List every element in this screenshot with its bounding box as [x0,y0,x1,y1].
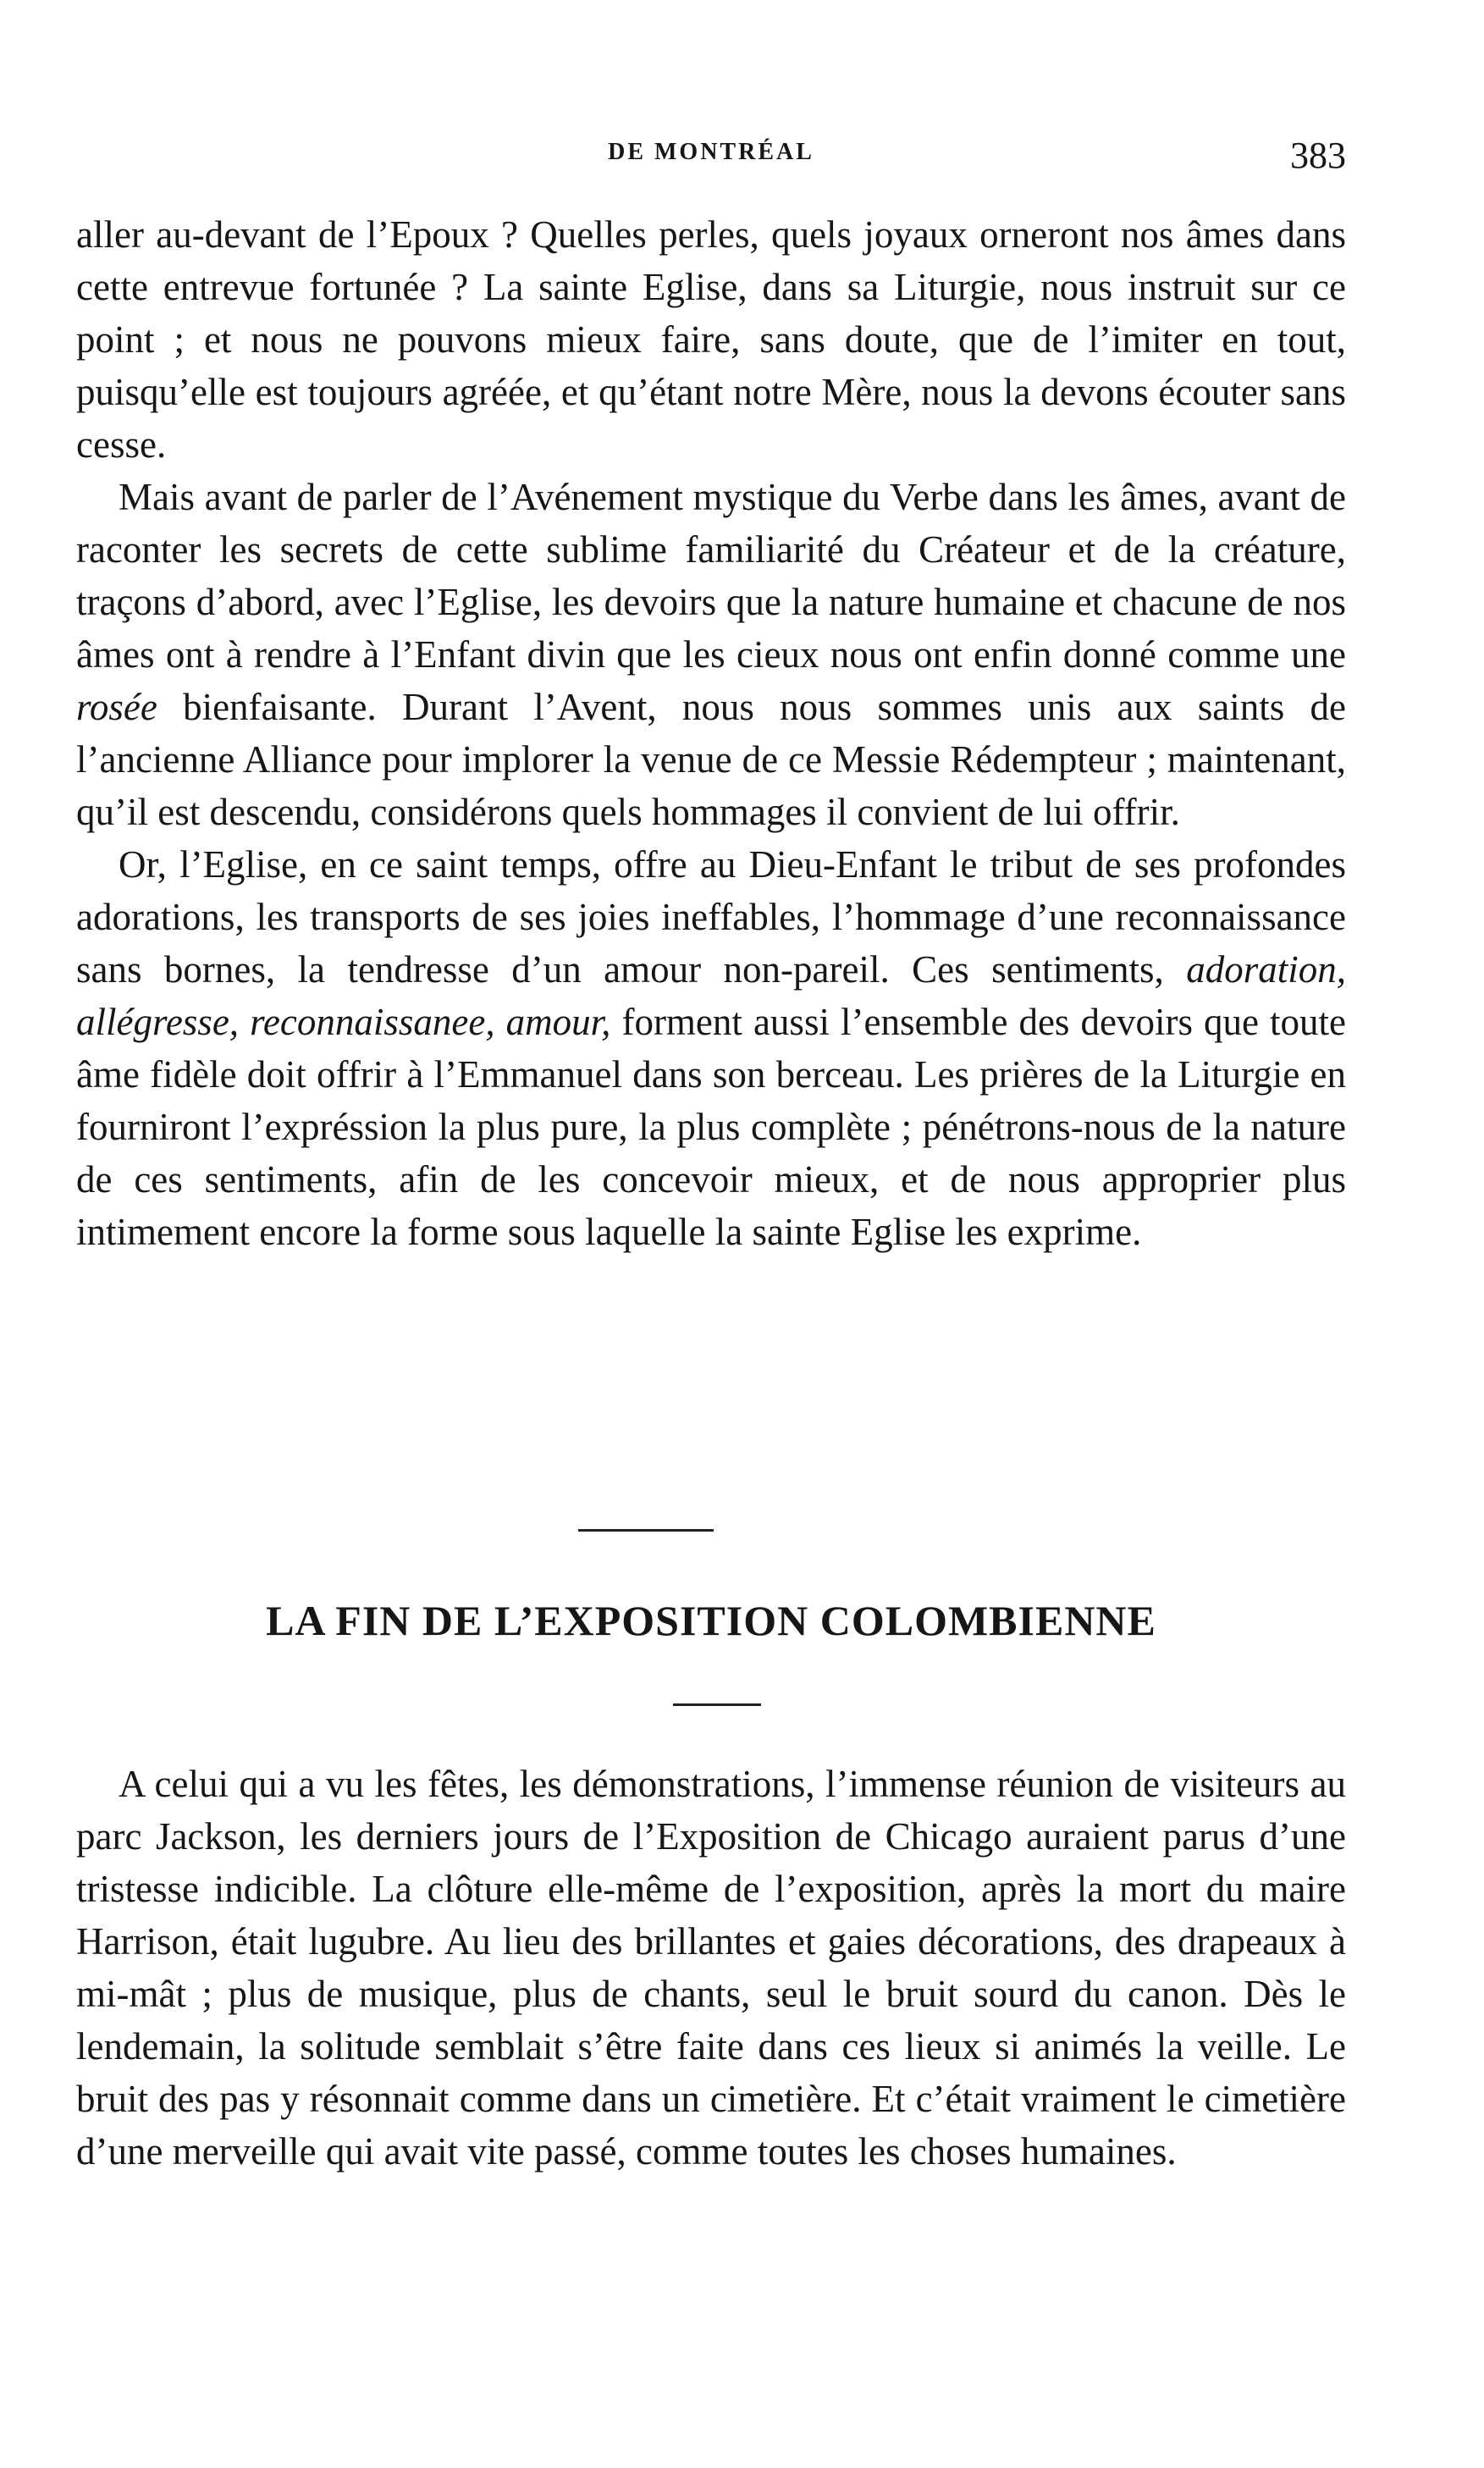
paragraph-2-emphasis: rosée [76,686,157,728]
paragraph-2-part-b: bienfaisante. Durant l’Avent, nous nous sommes unis aux saints de l’ancienne Alliance pour implorer la venue de ce Messie Rédempteur ; maintenant, qu’il est descendu, considérons quels hommages il convient de lui offrir. [76,686,1346,833]
section-divider-rule [578,1529,714,1532]
paragraph-2-part-a: Mais avant de parler de l’Avénement mystique du Verbe dans les âmes, avant de raconter les secrets de cette sublime familiarité du Créateur et de la créature, traçons d’abord, avec l’Eglise, les devoirs que la nature humaine et chacune de nos âmes ont à rendre à l’Enfant divin que les cieux nous ont enfin donné comme une [76,476,1346,676]
paragraph-3-part-b: forment aussi l’ensemble des devoirs que toute âme fidèle doit offrir à l’Emmanuel dans son berceau. Les prières de la Liturgie en fourniront l’expréssion la plus pure, la plus complète ; pénétrons-nous de la nature de ces sentiments, afin de les concevoir mieux, et de nous approprier plus intimement encore la forme sous laquelle la sainte Eglise les exprime. [76,1001,1346,1253]
paragraph-2 [76,471,1346,838]
paragraph-3-part-a: Or, l’Eglise, en ce saint temps, offre au Dieu-Enfant le tribut de ses profondes adorations, les transports de ses joies ineffables, l’hommage d’une reconnaissance sans bornes, la tendresse d’un amour non-pareil. Ces sentiments, [76,843,1346,991]
section-two-text [76,1758,1346,2178]
paragraph-3 [76,838,1346,1258]
paragraph-1: aller au-devant de l’Epoux ? Quelles perles, quels joyaux orneront nos âmes dans cette entrevue fortunée ? La sainte Eglise, dans sa Liturgie, nous instruit sur ce point ; et nous ne pouvons mieux faire, sans doute, que de l’imiter en tout, puisqu’elle est toujours agréée, et qu’étant notre Mère, nous la devons écouter sans cesse. [76,213,1346,466]
section-title: LA FIN DE L’EXPOSITION COLOMBIENNE [266,1597,1156,1644]
running-head [76,134,1346,185]
paragraph-4: A celui qui a vu les fêtes, les démonstrations, l’immense réunion de visiteurs au parc Jackson, les derniers jours de l’Exposition de Chicago auraient parus d’une tristesse indicible. La clôture elle-même de l’exposition, après la mort du maire Harrison, était lugubre. Au lieu des brillantes et gaies décorations, des drapeaux à mi-mât ; plus de musique, plus de chants, seul le bruit sourd du canon. Dès le lendemain, la solitude semblait s’être faite dans ces lieux si animés la veille. Le bruit des pas y résonnait comme dans un cimetière. Et c’était vraiment le cimetière d’une merveille qui avait vite passé, comme toutes les choses humaines. [76,1763,1346,2173]
page-number: 383 [1290,135,1346,176]
section-one-text [76,208,1346,1258]
title-underline-rule [673,1703,761,1706]
running-title: DE MONTRÉAL [608,139,814,165]
paragraph-3-emphasis: adoration, allégresse, reconnaissanee, amour, [76,948,1346,1043]
